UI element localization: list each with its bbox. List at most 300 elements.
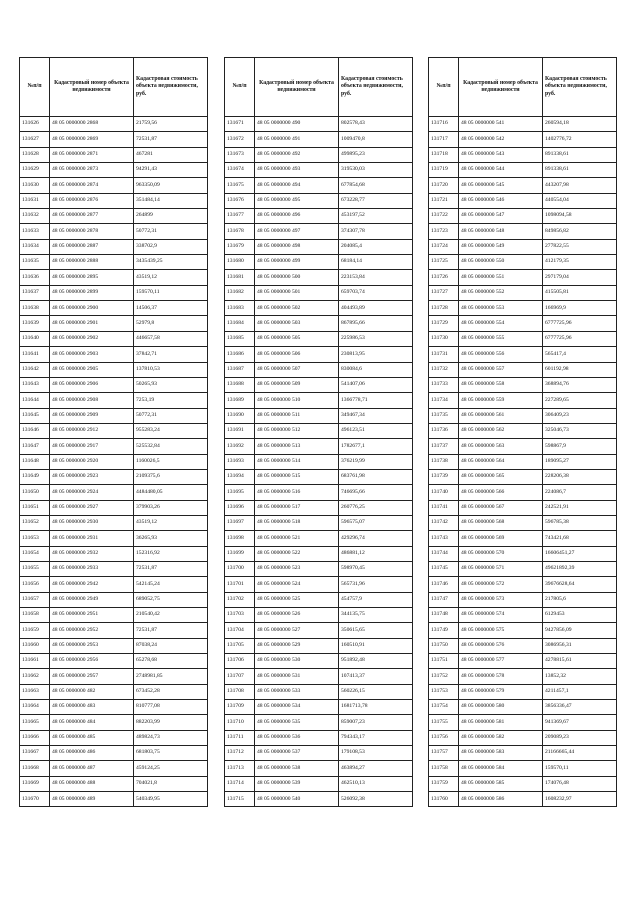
cadastral-value: 277822,55: [543, 239, 617, 254]
table-row: [225, 515, 413, 530]
row-number: 131753: [429, 684, 459, 699]
table-row: [20, 301, 208, 316]
cadastral-number: 48 05 0000000 518: [255, 515, 339, 530]
cadastral-number: 48 05 0000000 2887: [50, 239, 134, 254]
table-row: [225, 638, 413, 653]
cadastral-value: 6777725,96: [543, 331, 617, 346]
table-row: [225, 715, 413, 730]
cadastral-number: 48 05 0000000 485: [50, 730, 134, 745]
cadastral-number: 48 05 0000000 2932: [50, 546, 134, 561]
cadastral-number: 48 05 0000000 524: [255, 577, 339, 592]
cadastral-value: 963350,09: [134, 178, 208, 193]
table-row: [429, 193, 617, 208]
table-row: [20, 147, 208, 162]
row-number: 131672: [225, 132, 255, 147]
row-number: 131716: [429, 117, 459, 132]
cadastral-value: 596575,07: [339, 515, 413, 530]
cadastral-value: 306409,23: [543, 408, 617, 423]
cadastral-number: 48 05 0000000 2912: [50, 423, 134, 438]
row-number: 131734: [429, 393, 459, 408]
cadastral-value: 228206,38: [543, 469, 617, 484]
table-row: [20, 469, 208, 484]
row-number: 131698: [225, 531, 255, 546]
row-number: 131684: [225, 316, 255, 331]
cadastral-number: 48 05 0000000 555: [459, 331, 543, 346]
table-row: [20, 500, 208, 515]
cadastral-number: 48 05 0000000 558: [459, 377, 543, 392]
cadastral-value: 50772,31: [134, 408, 208, 423]
cadastral-number: 48 05 0000000 586: [459, 792, 543, 807]
table-row: [429, 117, 617, 132]
row-number: 131661: [20, 654, 50, 669]
table-row: [429, 561, 617, 576]
cadastral-number: 48 05 0000000 553: [459, 301, 543, 316]
cadastral-value: 440554,04: [543, 193, 617, 208]
row-number: 131675: [225, 178, 255, 193]
row-number: 131751: [429, 654, 459, 669]
cadastral-number: 48 05 0000000 582: [459, 730, 543, 745]
cadastral-value: 404493,89: [339, 301, 413, 316]
cadastral-value: 794343,17: [339, 730, 413, 745]
row-number: 131631: [20, 193, 50, 208]
table-row: [225, 377, 413, 392]
cadastral-value: 1782677,1: [339, 439, 413, 454]
cadastral-value: 689052,75: [134, 592, 208, 607]
row-number: 131703: [225, 608, 255, 623]
table-row: [20, 746, 208, 761]
cadastral-value: 810777,08: [134, 700, 208, 715]
table-row: [429, 331, 617, 346]
cadastral-number: 48 05 0000000 561: [459, 408, 543, 423]
cadastral-value: 443207,98: [543, 178, 617, 193]
table-row: [429, 638, 617, 653]
header-cadastral-number: Кадастровый номер объекта недвижимости: [255, 58, 339, 117]
table-row: [225, 730, 413, 745]
table-row: [225, 454, 413, 469]
cadastral-value: 462510,13: [339, 776, 413, 791]
table-row: [20, 362, 208, 377]
cadastral-value: 36265,93: [134, 531, 208, 546]
cadastral-number: 48 05 0000000 2868: [50, 117, 134, 132]
table-row: [225, 577, 413, 592]
cadastral-number: 48 05 0000000 496: [255, 209, 339, 224]
cadastral-number: 48 05 0000000 490: [255, 117, 339, 132]
table-row: [20, 178, 208, 193]
table-row: [429, 776, 617, 791]
table-row: [225, 700, 413, 715]
cadastral-value: 6129453: [543, 608, 617, 623]
cadastral-value: 891338,61: [543, 147, 617, 162]
cadastral-number: 48 05 0000000 580: [459, 700, 543, 715]
cadastral-number: 48 05 0000000 2949: [50, 592, 134, 607]
cadastral-number: 48 05 0000000 563: [459, 439, 543, 454]
table-row: [429, 715, 617, 730]
row-number: 131709: [225, 700, 255, 715]
row-number: 131639: [20, 316, 50, 331]
cadastral-number: 48 05 0000000 535: [255, 715, 339, 730]
cadastral-value: 9427856,09: [543, 623, 617, 638]
cadastral-number: 48 05 0000000 515: [255, 469, 339, 484]
cadastral-number: 48 05 0000000 505: [255, 331, 339, 346]
row-number: 131733: [429, 377, 459, 392]
table-row: [429, 224, 617, 239]
table-row: [429, 761, 617, 776]
cadastral-value: 21166665,44: [543, 746, 617, 761]
cadastral-number: 48 05 0000000 569: [459, 531, 543, 546]
table-row: [429, 163, 617, 178]
cadastral-number: 48 05 0000000 489: [50, 792, 134, 807]
row-number: 131667: [20, 746, 50, 761]
cadastral-number: 48 05 0000000 548: [459, 224, 543, 239]
table-row: [225, 316, 413, 331]
cadastral-value: 242521,91: [543, 500, 617, 515]
cadastral-number: 48 05 0000000 566: [459, 485, 543, 500]
cadastral-value: 1681713,78: [339, 700, 413, 715]
table-row: [225, 362, 413, 377]
cadastral-value: 374307,78: [339, 224, 413, 239]
table-row: [225, 654, 413, 669]
cadastral-value: 72531,87: [134, 561, 208, 576]
table-row: [429, 377, 617, 392]
cadastral-number: 48 05 0000000 2923: [50, 469, 134, 484]
cadastral-value: 52979,8: [134, 316, 208, 331]
row-number: 131655: [20, 561, 50, 576]
row-number: 131707: [225, 669, 255, 684]
cadastral-value: 376219,99: [339, 454, 413, 469]
table-row: [225, 561, 413, 576]
cadastral-number: 48 05 0000000 2903: [50, 347, 134, 362]
table-row: [20, 592, 208, 607]
table-row: [429, 469, 617, 484]
row-number: 131682: [225, 285, 255, 300]
cadastral-value: 368894,76: [543, 377, 617, 392]
table-row: [225, 531, 413, 546]
cadastral-number: 48 05 0000000 538: [255, 761, 339, 776]
cadastral-value: 49621892,39: [543, 561, 617, 576]
cadastral-value: 467281: [134, 147, 208, 162]
cadastral-number: 48 05 0000000 516: [255, 485, 339, 500]
row-number: 131738: [429, 454, 459, 469]
cadastral-value: 43519,12: [134, 270, 208, 285]
row-number: 131726: [429, 270, 459, 285]
cadastral-value: 50265,93: [134, 377, 208, 392]
cadastral-number: 48 05 0000000 495: [255, 193, 339, 208]
table-row: [20, 485, 208, 500]
table-row: [429, 132, 617, 147]
table-row: [429, 362, 617, 377]
cadastral-number: 48 05 0000000 2895: [50, 270, 134, 285]
cadastral-number: 48 05 0000000 2877: [50, 209, 134, 224]
cadastral-number: 48 05 0000000 500: [255, 270, 339, 285]
table-row: [225, 224, 413, 239]
cadastral-value: 446657,58: [134, 331, 208, 346]
table-row: [429, 178, 617, 193]
table-row: [20, 684, 208, 699]
cadastral-number: 48 05 0000000 494: [255, 178, 339, 193]
table-row: [20, 331, 208, 346]
table-row: [429, 209, 617, 224]
cadastral-number: 48 05 0000000 2952: [50, 623, 134, 638]
table-row: [20, 285, 208, 300]
table-row: [20, 347, 208, 362]
cadastral-value: 955283,24: [134, 423, 208, 438]
cadastral-number: 48 05 0000000 551: [459, 270, 543, 285]
row-number: 131656: [20, 577, 50, 592]
table-row: [20, 715, 208, 730]
cadastral-number: 48 05 0000000 2874: [50, 178, 134, 193]
table-row: [225, 408, 413, 423]
cadastral-value: 39676628,64: [543, 577, 617, 592]
table-row: [20, 669, 208, 684]
row-number: 131697: [225, 515, 255, 530]
cadastral-value: 598970,45: [339, 561, 413, 576]
cadastral-number: 48 05 0000000 501: [255, 285, 339, 300]
cadastral-value: 673452,28: [134, 684, 208, 699]
cadastral-number: 48 05 0000000 525: [255, 592, 339, 607]
table-row: [225, 193, 413, 208]
cadastral-number: 48 05 0000000 2899: [50, 285, 134, 300]
row-number: 131627: [20, 132, 50, 147]
table-row: [225, 608, 413, 623]
cadastral-value: 174076,48: [543, 776, 617, 791]
cadastral-number: 48 05 0000000 526: [255, 608, 339, 623]
cadastral-number: 48 05 0000000 570: [459, 546, 543, 561]
cadastral-value: 189095,27: [543, 454, 617, 469]
row-number: 131735: [429, 408, 459, 423]
row-number: 131758: [429, 761, 459, 776]
cadastral-value: 941369,67: [543, 715, 617, 730]
cadastral-table-2: [224, 57, 413, 807]
cadastral-value: 351484,14: [134, 193, 208, 208]
table-row: [225, 178, 413, 193]
cadastral-value: 325046,73: [543, 423, 617, 438]
header-row: [225, 58, 413, 117]
table-row: [20, 408, 208, 423]
cadastral-value: 225986,53: [339, 331, 413, 346]
cadastral-value: 596785,38: [543, 515, 617, 530]
cadastral-number: 48 05 0000000 514: [255, 454, 339, 469]
row-number: 131635: [20, 255, 50, 270]
cadastral-value: 14506,37: [134, 301, 208, 316]
row-number: 131662: [20, 669, 50, 684]
cadastral-number: 48 05 0000000 2871: [50, 147, 134, 162]
table-row: [225, 746, 413, 761]
cadastral-value: 50772,31: [134, 224, 208, 239]
cadastral-number: 48 05 0000000 539: [255, 776, 339, 791]
table-row: [20, 393, 208, 408]
table-row: [429, 515, 617, 530]
cadastral-number: 48 05 0000000 531: [255, 669, 339, 684]
cadastral-number: 48 05 0000000 572: [459, 577, 543, 592]
row-number: 131679: [225, 239, 255, 254]
header-row: [20, 58, 208, 117]
table-row: [225, 623, 413, 638]
row-number: 131692: [225, 439, 255, 454]
cadastral-number: 48 05 0000000 511: [255, 408, 339, 423]
cadastral-value: 673228,77: [339, 193, 413, 208]
header-cadastral-value: Кадастровая стоимость объекта недвижимости, руб.: [339, 58, 413, 117]
cadastral-value: 344135,75: [339, 608, 413, 623]
cadastral-value: 160510,91: [339, 638, 413, 653]
row-number: 131634: [20, 239, 50, 254]
cadastral-number: 48 05 0000000 488: [50, 776, 134, 791]
table-row: [429, 239, 617, 254]
row-number: 131717: [429, 132, 459, 147]
cadastral-value: 830084,6: [339, 362, 413, 377]
cadastral-value: 849856,82: [543, 224, 617, 239]
table-row: [225, 546, 413, 561]
cadastral-value: 867895,66: [339, 316, 413, 331]
cadastral-value: 166969,9: [543, 301, 617, 316]
cadastral-value: 526092,38: [339, 792, 413, 807]
table-row: [20, 638, 208, 653]
cadastral-value: 525532,84: [134, 439, 208, 454]
table-row: [225, 423, 413, 438]
cadastral-value: 1009470,8: [339, 132, 413, 147]
table-row: [429, 147, 617, 162]
row-number: 131633: [20, 224, 50, 239]
table-row: [20, 423, 208, 438]
table-row: [225, 255, 413, 270]
cadastral-value: 43519,12: [134, 515, 208, 530]
row-number: 131722: [429, 209, 459, 224]
table-row: [429, 500, 617, 515]
cadastral-number: 48 05 0000000 578: [459, 669, 543, 684]
table-row: [225, 500, 413, 515]
row-number: 131642: [20, 362, 50, 377]
row-number: 131654: [20, 546, 50, 561]
row-number: 131748: [429, 608, 459, 623]
cadastral-number: 48 05 0000000 544: [459, 163, 543, 178]
cadastral-value: 951892,48: [339, 654, 413, 669]
row-number: 131681: [225, 270, 255, 285]
row-number: 131670: [20, 792, 50, 807]
cadastral-value: 230813,95: [339, 347, 413, 362]
cadastral-value: 379903,26: [134, 500, 208, 515]
row-number: 131660: [20, 638, 50, 653]
table-row: [429, 531, 617, 546]
table-row: [429, 347, 617, 362]
cadastral-number: 48 05 0000000 506: [255, 347, 339, 362]
row-number: 131721: [429, 193, 459, 208]
cadastral-number: 48 05 0000000 585: [459, 776, 543, 791]
row-number: 131740: [429, 485, 459, 500]
table-row: [225, 393, 413, 408]
cadastral-value: 87038,24: [134, 638, 208, 653]
cadastral-table-1: [19, 57, 208, 807]
table-row: [20, 608, 208, 623]
cadastral-number: 48 05 0000000 583: [459, 746, 543, 761]
cadastral-number: 48 05 0000000 568: [459, 515, 543, 530]
table-row: [225, 163, 413, 178]
row-number: 131685: [225, 331, 255, 346]
row-number: 131677: [225, 209, 255, 224]
cadastral-value: 882203,99: [134, 715, 208, 730]
table-row: [429, 439, 617, 454]
cadastral-value: 4278815,61: [543, 654, 617, 669]
cadastral-number: 48 05 0000000 581: [459, 715, 543, 730]
row-number: 131691: [225, 423, 255, 438]
row-number: 131657: [20, 592, 50, 607]
row-number: 131728: [429, 301, 459, 316]
cadastral-value: 429296,74: [339, 531, 413, 546]
row-number: 131759: [429, 776, 459, 791]
cadastral-number: 48 05 0000000 536: [255, 730, 339, 745]
table-row: [429, 301, 617, 316]
row-number: 131713: [225, 761, 255, 776]
row-number: 131643: [20, 377, 50, 392]
table-row: [225, 132, 413, 147]
row-number: 131648: [20, 454, 50, 469]
cadastral-value: 159570,11: [134, 285, 208, 300]
cadastral-number: 48 05 0000000 2909: [50, 408, 134, 423]
row-number: 131743: [429, 531, 459, 546]
table-row: [429, 485, 617, 500]
table-row: [429, 393, 617, 408]
row-number: 131700: [225, 561, 255, 576]
cadastral-number: 48 05 0000000 565: [459, 469, 543, 484]
cadastral-number: 48 05 0000000 542: [459, 132, 543, 147]
cadastral-value: 3086956,31: [543, 638, 617, 653]
cadastral-value: 13852,32: [543, 669, 617, 684]
row-number: 131711: [225, 730, 255, 745]
row-number: 131647: [20, 439, 50, 454]
cadastral-number: 48 05 0000000 2878: [50, 224, 134, 239]
cadastral-value: 16606451,27: [543, 546, 617, 561]
cadastral-value: 565731,96: [339, 577, 413, 592]
cadastral-number: 48 05 0000000 513: [255, 439, 339, 454]
cadastral-value: 159570,11: [543, 761, 617, 776]
table-row: [429, 546, 617, 561]
table-row: [429, 746, 617, 761]
cadastral-number: 48 05 0000000 571: [459, 561, 543, 576]
row-number: 131644: [20, 393, 50, 408]
table-row: [225, 239, 413, 254]
cadastral-number: 48 05 0000000 2902: [50, 331, 134, 346]
cadastral-number: 48 05 0000000 577: [459, 654, 543, 669]
row-number: 131695: [225, 485, 255, 500]
cadastral-number: 48 05 0000000 509: [255, 377, 339, 392]
cadastral-value: 4484480,05: [134, 485, 208, 500]
table-row: [429, 700, 617, 715]
row-number: 131701: [225, 577, 255, 592]
cadastral-value: 2748981,85: [134, 669, 208, 684]
table-row: [225, 439, 413, 454]
cadastral-number: 48 05 0000000 554: [459, 316, 543, 331]
row-number: 131715: [225, 792, 255, 807]
cadastral-value: 802578,43: [339, 117, 413, 132]
cadastral-number: 48 05 0000000 573: [459, 592, 543, 607]
cadastral-number: 48 05 0000000 527: [255, 623, 339, 638]
cadastral-value: 137810,53: [134, 362, 208, 377]
header-cadastral-number: Кадастровый номер объекта недвижимости: [459, 58, 543, 117]
cadastral-value: 264899: [134, 209, 208, 224]
row-number: 131760: [429, 792, 459, 807]
cadastral-value: 204085,4: [339, 239, 413, 254]
cadastral-value: 565417,4: [543, 347, 617, 362]
row-number: 131687: [225, 362, 255, 377]
cadastral-value: 489824,73: [134, 730, 208, 745]
table-row: [20, 117, 208, 132]
cadastral-value: 412179,35: [543, 255, 617, 270]
cadastral-number: 48 05 0000000 2917: [50, 439, 134, 454]
row-number: 131683: [225, 301, 255, 316]
header-row: [429, 58, 617, 117]
cadastral-value: 65278,68: [134, 654, 208, 669]
cadastral-value: 486881,12: [339, 546, 413, 561]
row-number: 131688: [225, 377, 255, 392]
cadastral-value: 94291,43: [134, 163, 208, 178]
